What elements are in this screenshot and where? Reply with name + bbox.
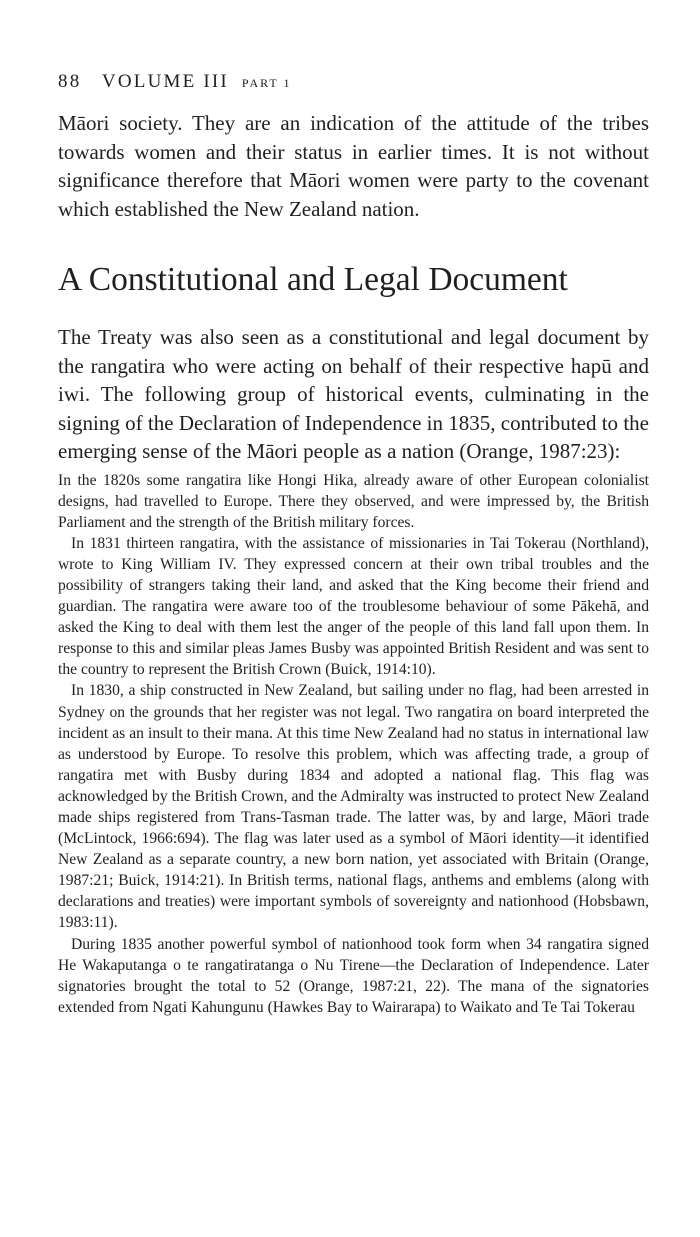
section-lead-paragraph: The Treaty was also seen as a constitutional and legal document by the rangatira who were acting on behalf of their respective hapū and iwi. The following group of historical events, culminating in the signing of the Declaration of Independence in 1835, contributed to the emerging sense of the Māori people as a nation (Orange, 1987:23): xyxy=(58,325,649,463)
running-head xyxy=(58,70,649,95)
quote-paragraph: During 1835 another powerful symbol of nationhood took form when 34 rangatira signed He Wakaputanga o te rangatiratanga o Nu Tirene—the Declaration of Independence. Later signatories brought the total to 52 (Orange, 1987:21, 22). The mana of the signatories extended from Ngati Kahungunu (Hawkes Bay to Wairarapa) to Waikato and Te Tai Tokerau xyxy=(58,935,649,1016)
volume-label: VOLUME III xyxy=(101,71,229,92)
book-page xyxy=(58,70,649,1018)
part-label: PART 1 xyxy=(241,76,292,90)
page-number: 88 xyxy=(58,71,82,92)
intro-paragraph: Māori society. They are an indication of the attitude of the tribes towards women and their status in earlier times. It is not without significance therefore that Māori women were party to the covenant which established the New Zealand nation. xyxy=(58,111,649,221)
block-quote xyxy=(58,470,649,1018)
quote-paragraph: In 1830, a ship constructed in New Zealand, but sailing under no flag, had been arrested in Sydney on the grounds that her register was not legal. Two rangatira on board interpreted the incident as an insult to their mana. At this time New Zealand had no status in international law as understood by Europe. To resolve this problem, which was affecting trade, a group of rangatira met with Busby during 1834 and adopted a national flag. This flag was acknowledged by the British Crown, and the Admiralty was instructed to protect New Zealand made ships registered from Trans-Tasman trade. The latter was, by and large, Māori trade (McLintock, 1966:694). The flag was later used as a symbol of Māori identity—it identified New Zealand as a separate country, a new born nation, yet associated with Britain (Orange, 1987:21; Buick, 1914:21). In British terms, national flags, anthems and emblems (along with declarations and treaties) were important symbols of sovereignty and nationhood (Hobsbawn, 1983:11). xyxy=(58,682,649,932)
quote-paragraph: In 1831 thirteen rangatira, with the assistance of missionaries in Tai Tokerau (Northland), wrote to King William IV. They expressed concern at their own tribal troubles and the possibility of strangers taking their land, and asked that the King become their friend and guardian. The rangatira were aware too of the troublesome behaviour of some Pākehā, and asked the King to deal with them lest the anger of the people of this land fall upon them. In response to this and similar pleas James Busby was appointed British Resident and was sent to the country to represent the British Crown (Buick, 1914:10). xyxy=(58,534,649,679)
section-heading: A Constitutional and Legal Document xyxy=(58,261,568,298)
quote-paragraph: In the 1820s some rangatira like Hongi Hika, already aware of other European colonialist designs, had travelled to Europe. There they observed, and were impressed by, the British Parliament and the strength of the British military forces. xyxy=(58,471,649,531)
